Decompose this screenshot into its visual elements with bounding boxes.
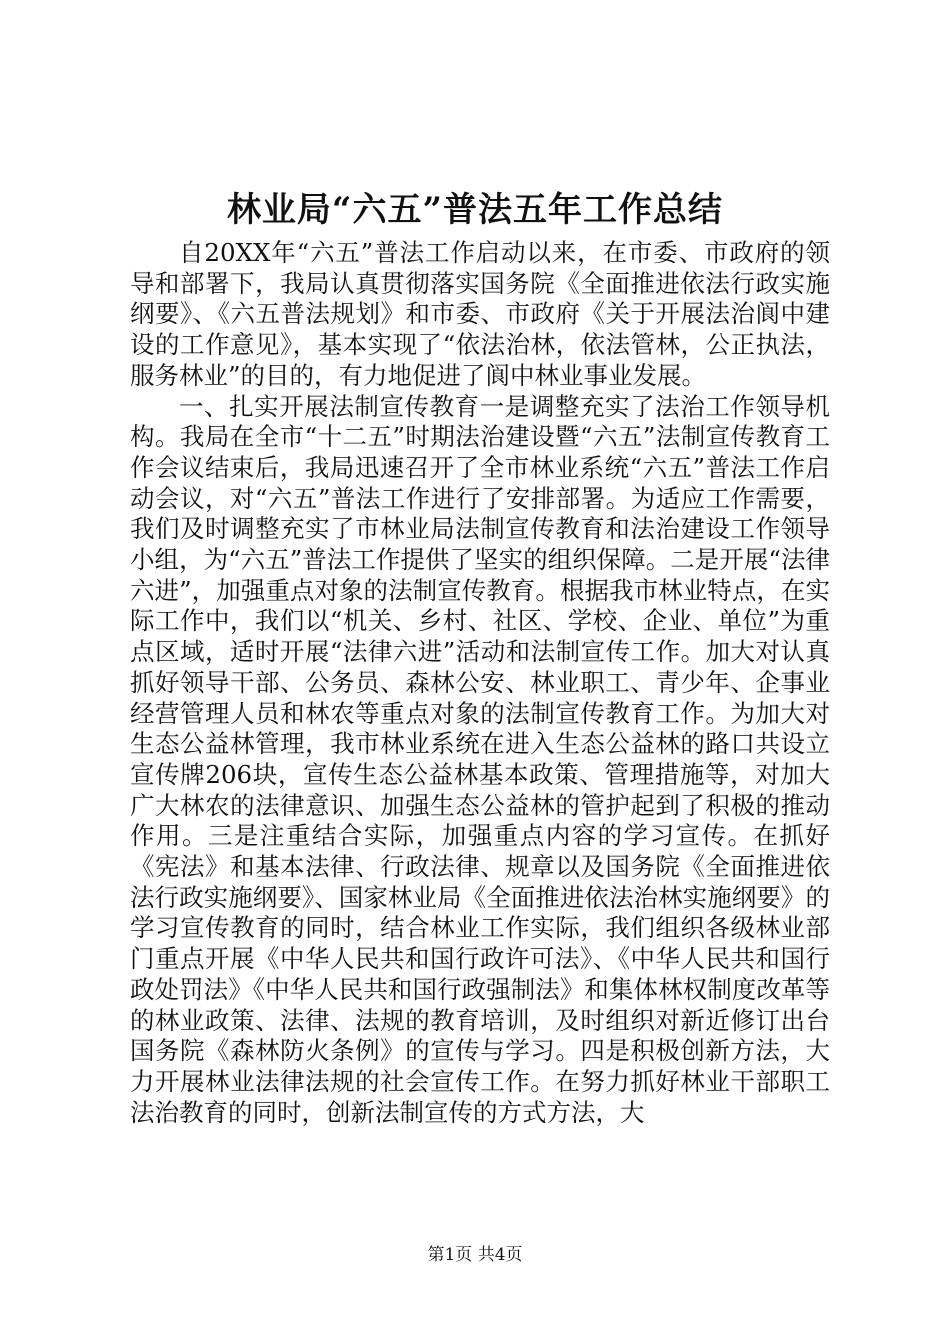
page-number-footer: 第1页 共4页 bbox=[427, 1245, 523, 1265]
paragraph-intro: 自20XX年“六五”普法工作启动以来，在市委、市政府的领导和部署下，我局认真贯彻落实国务院《全面推进依法行政实施纲要》、《六五普法规划》和市委、市政府《关于开展法治阆中建设的工作意见》，基本实现了“依法治林，依法管林，公正执法，服务林业”的目的，有力地促进了阆中林业事业发展。 bbox=[130, 238, 830, 390]
document-body bbox=[130, 238, 830, 1128]
document-title: 林业局“六五”普法五年工作总结 bbox=[226, 190, 724, 230]
paragraph-section-one: 一、扎实开展法制宣传教育一是调整充实了法治工作领导机构。我局在全市“十二五”时期法治建设暨“六五”法制宣传教育工作会议结束后，我局迅速召开了全市林业系统“六五”普法工作启动会议，对“六五”普法工作进行了安排部署。为适应工作需要，我们及时调整充实了市林业局法制宣传教育和法治建设工作领导小组，为“六五”普法工作提供了坚实的组织保障。二是开展“法律六进”，加强重点对象的法制宣传教育。根据我市林业特点，在实际工作中，我们以“机关、乡村、社区、学校、企业、单位”为重点区域，适时开展“法律六进”活动和法制宣传工作。加大对认真抓好领导干部、公务员、森林公安、林业职工、青少年、企事业经营管理人员和林农等重点对象的法制宣传教育工作。为加大对生态公益林管理，我市林业系统在进入生态公益林的路口共设立宣传牌206块，宣传生态公益林基本政策、管理措施等，对加大广大林农的法律意识、加强生态公益林的管护起到了积极的推动作用。三是注重结合实际，加强重点内容的学习宣传。在抓好《宪法》和基本法律、行政法律、规章以及国务院《全面推进依法行政实施纲要》、国家林业局《全面推进依法治林实施纲要》的学习宣传教育的同时，结合林业工作实际，我们组织各级林业部门重点开展《中华人民共和国行政许可法》、《中华人民共和国行政处罚法》《中华人民共和国行政强制法》和集体林权制度改革等的林业政策、法律、法规的教育培训，及时组织对新近修订出台国务院《森林防火条例》的宣传与学习。四是积极创新方法，大力开展林业法律法规的社会宣传工作。在努力抓好林业干部职工法治教育的同时，创新法制宣传的方式方法，大 bbox=[130, 391, 830, 1127]
